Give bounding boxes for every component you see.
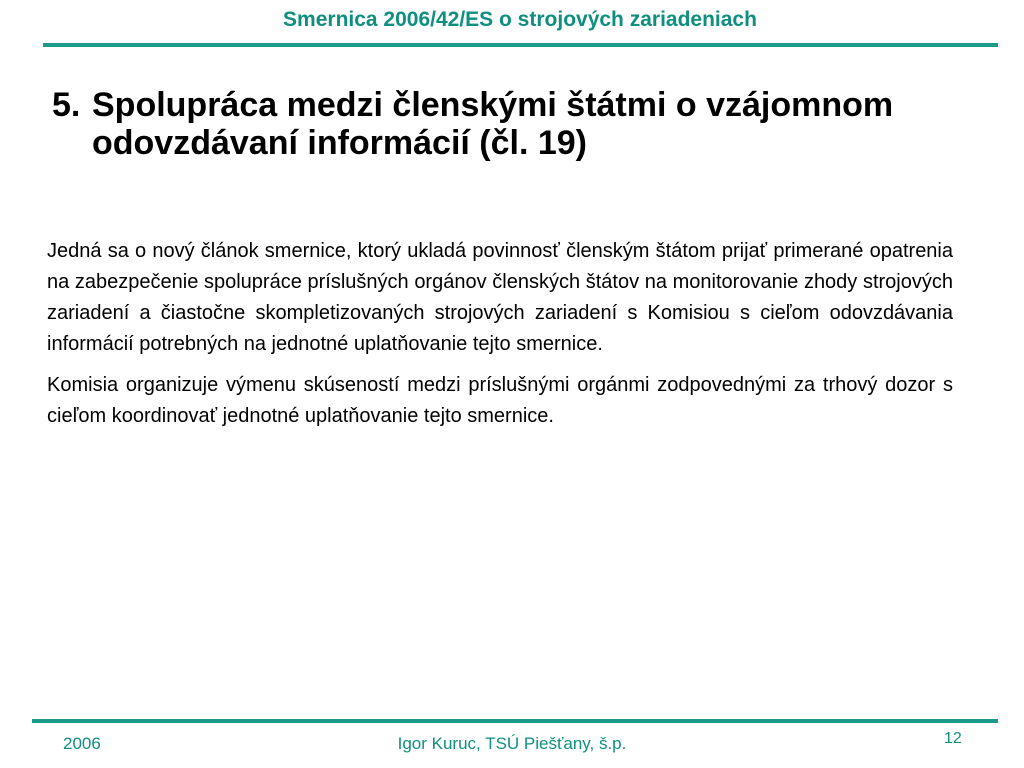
section-number: 5. xyxy=(52,86,81,124)
slide-header-title: Smernica 2006/42/ES o strojových zariadeniach xyxy=(283,8,757,31)
footer-year: 2006 xyxy=(63,734,101,753)
footer-author: Igor Kuruc, TSÚ Piešťany, š.p. xyxy=(397,734,627,753)
body-content xyxy=(47,236,953,442)
page-number: 12 xyxy=(944,730,962,747)
section-heading xyxy=(52,86,952,162)
body-paragraph-2: Komisia organizuje výmenu skúseností medzi príslušnými orgánmi zodpovednými za trhový dozor s cieľom koordinovať jednotné uplatňovanie tejto smernice. xyxy=(47,374,953,427)
section-title: Spolupráca medzi členskými štátmi o vzájomnom odovzdávaní informácií (čl. 19) xyxy=(92,86,894,162)
footer-divider xyxy=(32,719,998,723)
header-divider xyxy=(43,43,998,47)
body-paragraph-1: Jedná sa o nový článok smernice, ktorý ukladá povinnosť členským štátom prijať primerané opatrenia na zabezpečenie spolupráce príslušných orgánov členských štátov na monitorovanie zhody strojových zariadení a čiastočne skompletizovaných strojových zariadení s Komisiou s cieľom odovzdávania informácií potrebných na jednotné uplatňovanie tejto smernice. xyxy=(47,240,953,355)
